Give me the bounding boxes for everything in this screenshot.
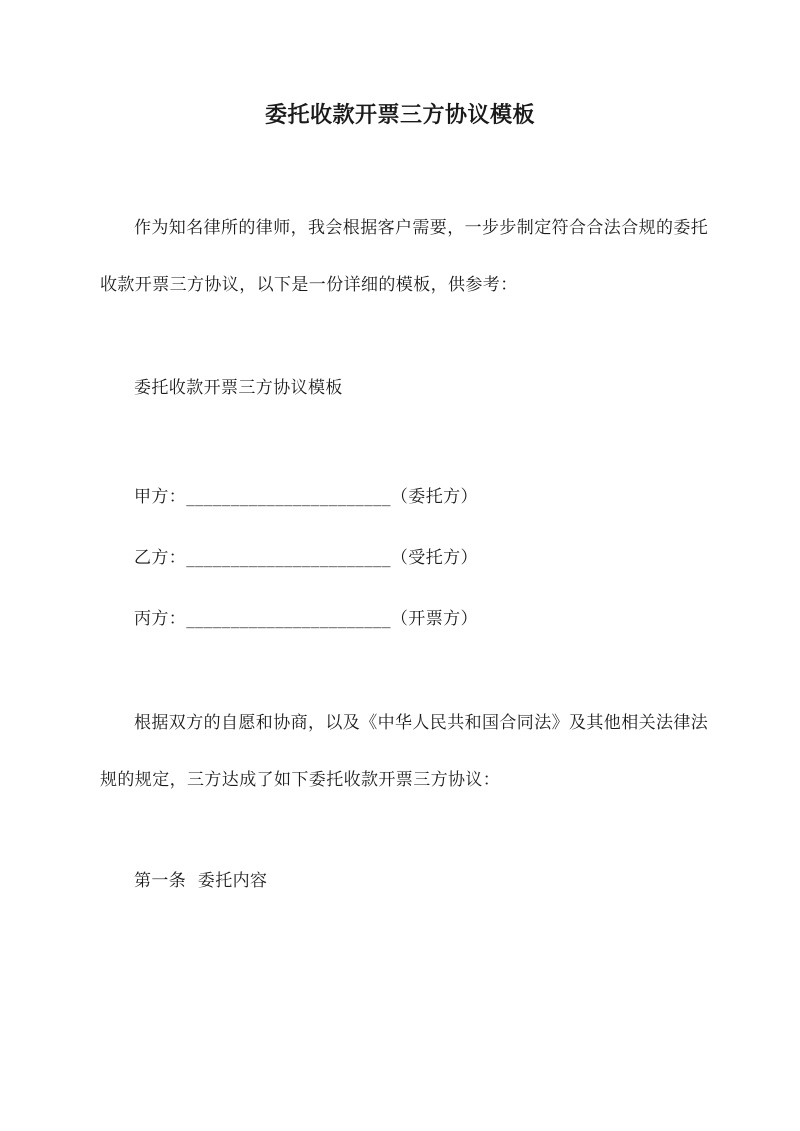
party-c-line: 丙方：_______________________（开票方） <box>134 609 478 629</box>
intro-paragraph: 作为知名律所的律师，我会根据客户需要，一步步制定符合合法合规的委托收款开票三方协议，以下是一份详细的模板，供参考： <box>100 218 709 295</box>
template-subtitle: 委托收款开票三方协议模板 <box>134 378 343 398</box>
party-b-line: 乙方：_______________________（受托方） <box>134 548 478 568</box>
document-title: 委托收款开票三方协议模板 <box>264 102 535 128</box>
party-a-line: 甲方：_______________________（委托方） <box>134 487 478 507</box>
article-1-heading: 第一条 委托内容 <box>134 871 268 891</box>
agreement-basis-paragraph: 根据双方的自愿和协商，以及《中华人民共和国合同法》及其他相关法律法规的规定，三方达成了如下委托收款开票三方协议： <box>100 713 709 790</box>
